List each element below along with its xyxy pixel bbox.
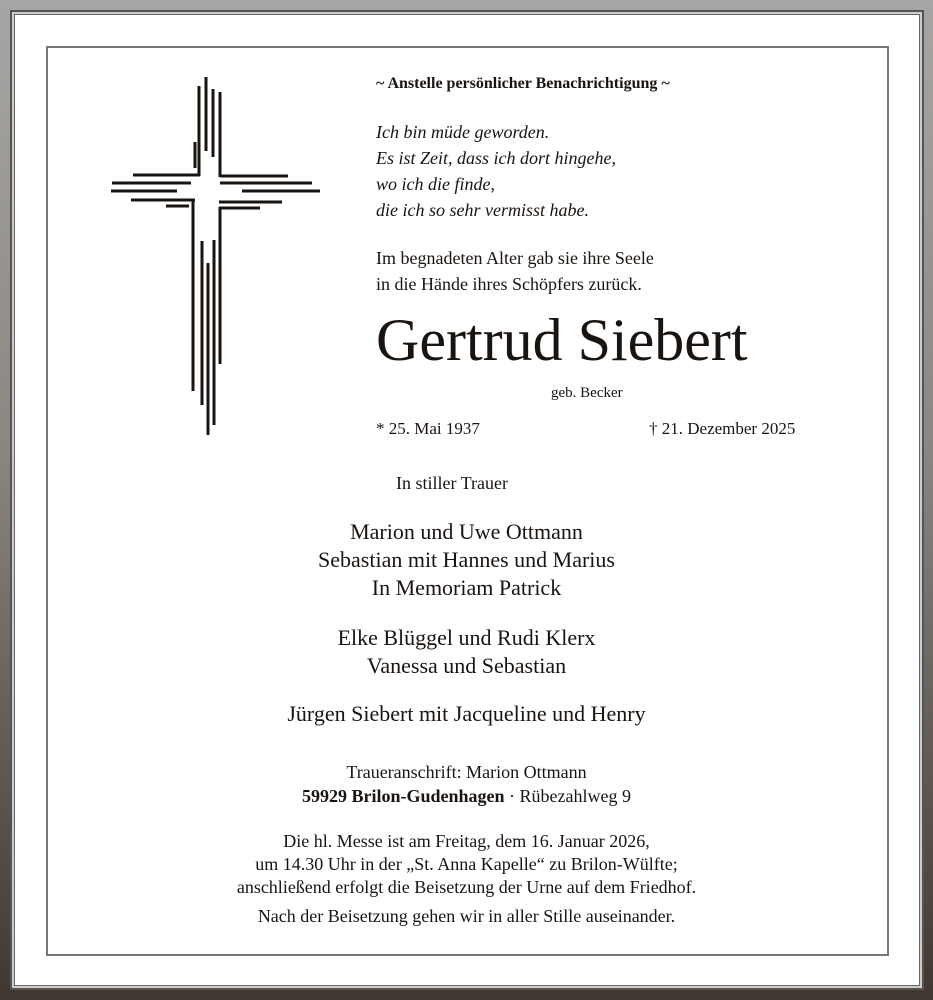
family-group <box>46 624 887 680</box>
family-line: In Memoriam Patrick <box>371 575 562 600</box>
family-line: Vanessa und Sebastian <box>366 653 567 678</box>
poem <box>376 119 616 223</box>
deceased-name: Gertrud Siebert <box>376 307 748 373</box>
intro-line: Im begnadeten Alter gab sie ihre Seele <box>376 248 654 268</box>
birth-date: * 25. Mai 1937 <box>376 419 480 438</box>
service-info <box>46 830 887 928</box>
service-line: Nach der Beisetzung gehen wir in aller Stille auseinander. <box>257 906 676 926</box>
family-line: Sebastian mit Hannes und Marius <box>318 547 615 572</box>
poem-line: Es ist Zeit, dass ich dort hingehe, <box>376 148 616 168</box>
family-line: Elke Blüggel und Rudi Klerx <box>337 625 596 650</box>
family-group <box>46 700 887 728</box>
notice-header: ~ Anstelle persönlicher Benachrichtigung ~ <box>376 75 670 92</box>
poem-line: die ich so sehr vermisst habe. <box>376 200 589 220</box>
service-line: um 14.30 Uhr in der „St. Anna Kapelle“ zu Brilon-Wülfte; <box>255 854 678 874</box>
death-date: † 21. Dezember 2025 <box>649 419 796 438</box>
intro <box>376 245 654 297</box>
poem-line: Ich bin müde geworden. <box>376 122 550 142</box>
intro-line: in die Hände ihres Schöpfers zurück. <box>376 274 642 294</box>
mourning-line: In stiller Trauer <box>396 473 508 493</box>
address <box>46 760 887 808</box>
service-line: anschließend erfolgt die Beisetzung der Urne auf dem Friedhof. <box>236 877 697 897</box>
address-city: 59929 Brilon-Gudenhagen <box>301 786 505 806</box>
family-line: Jürgen Siebert mit Jacqueline und Henry <box>287 701 646 726</box>
birth-name: geb. Becker <box>551 385 623 401</box>
address-street: · Rübezahlweg 9 <box>504 786 631 806</box>
family-line: Marion und Uwe Ottmann <box>350 519 583 544</box>
service-line: Die hl. Messe ist am Freitag, dem 16. Januar 2026, <box>283 831 650 851</box>
family-group <box>46 518 887 602</box>
poem-line: wo ich die finde, <box>376 174 495 194</box>
address-label: Traueranschrift: Marion Ottmann <box>346 762 587 782</box>
